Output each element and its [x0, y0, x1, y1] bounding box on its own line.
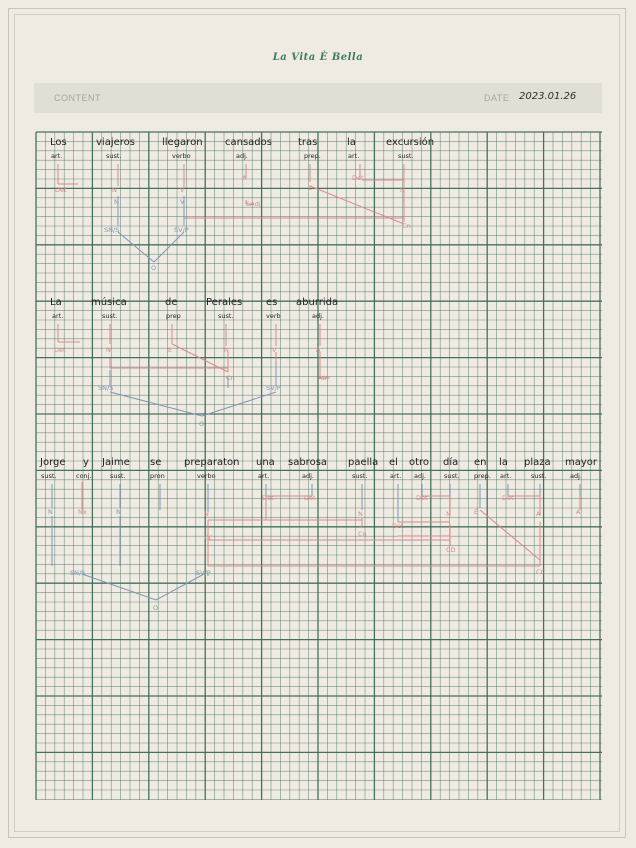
node-label: E	[168, 346, 173, 354]
node-label: V	[272, 346, 277, 354]
pos-tag: adj.	[570, 472, 582, 480]
pos-tag: adj.	[414, 472, 426, 480]
sentence-1-words	[50, 136, 434, 148]
pos-tag: art.	[52, 312, 64, 320]
word: Jorge	[40, 457, 66, 468]
node-label: CD	[446, 546, 456, 554]
node-label: N	[106, 346, 111, 354]
tree-lines	[110, 362, 276, 416]
word: es	[266, 297, 278, 308]
node-label: SN/S	[98, 384, 114, 392]
pos-tag: adj.	[236, 152, 248, 160]
pos-tag: sust.	[218, 312, 234, 320]
word: se	[150, 457, 162, 468]
sentence-2-labels	[54, 346, 328, 428]
date-label: DATE	[484, 93, 510, 103]
pos-tag: sust.	[41, 472, 57, 480]
node-label: Det	[54, 346, 66, 354]
node-label: Det	[304, 494, 316, 502]
node-label: A	[576, 508, 581, 516]
pos-tag: sust.	[352, 472, 368, 480]
word: la	[347, 137, 356, 148]
node-label: CC	[204, 534, 214, 542]
word: día	[443, 457, 459, 468]
word: plaza	[524, 457, 551, 468]
node-label: N	[400, 186, 405, 194]
node-label: A	[242, 174, 247, 182]
node-label: N	[446, 510, 451, 518]
word: excursión	[386, 137, 435, 148]
pos-tag: art.	[51, 152, 63, 160]
word: preparaton	[184, 457, 240, 468]
pos-tag: art.	[390, 472, 402, 480]
sentence-1-pos	[51, 152, 414, 160]
word: llegaron	[162, 137, 203, 148]
pos-tag: art.	[348, 152, 360, 160]
node-label: Cn	[402, 222, 411, 230]
pos-tag: sust.	[102, 312, 118, 320]
phrase-lines	[208, 496, 580, 566]
phrase-lines	[184, 180, 404, 224]
word: viajeros	[96, 137, 135, 148]
pos-tag: adj.	[312, 312, 324, 320]
node-label: V	[180, 186, 185, 194]
word: mayor	[565, 457, 598, 468]
node-label: N	[204, 510, 209, 518]
node-label: SV/P	[174, 226, 189, 234]
pos-tag: sust.	[398, 152, 414, 160]
pos-tag: verbo	[197, 472, 216, 480]
node-label: O	[199, 420, 205, 428]
node-label: Cn	[226, 374, 235, 382]
content-label: CONTENT	[54, 93, 101, 103]
node-label: O	[151, 264, 157, 272]
node-label: Det	[262, 494, 274, 502]
node-label: Atr	[318, 374, 328, 382]
node-label: Det	[416, 494, 428, 502]
word: y	[83, 457, 89, 468]
word: en	[474, 457, 487, 468]
word: otro	[409, 457, 430, 468]
node-label: N	[116, 508, 121, 516]
page-title: La Vita È Bella	[272, 52, 364, 63]
connector-lines	[58, 324, 320, 346]
node-label: CC	[536, 568, 546, 576]
sentence-1	[50, 136, 434, 272]
word: sabrosa	[288, 457, 328, 468]
node-label: O	[153, 604, 159, 612]
sentence-2-words	[50, 296, 338, 308]
word: aburrida	[296, 297, 339, 308]
date-value: 2023.01.26	[519, 91, 577, 102]
word: tras	[298, 137, 318, 148]
node-label: Nx	[78, 508, 87, 516]
node-label: Det	[352, 174, 364, 182]
word: una	[256, 457, 275, 468]
pos-tag: sust.	[444, 472, 460, 480]
word: música	[91, 297, 127, 308]
pos-tag: sust.	[531, 472, 547, 480]
node-label: N	[224, 346, 229, 354]
node-label: N	[48, 508, 53, 516]
node-label: SN/S	[70, 569, 86, 577]
sentence-3-labels	[48, 494, 581, 612]
node-label: Det	[55, 186, 67, 194]
sentence-2-lines	[58, 324, 330, 416]
pos-tag: pron	[150, 472, 165, 480]
node-label: A	[316, 346, 321, 354]
word: la	[499, 457, 508, 468]
pos-tag: prep	[166, 312, 181, 320]
word: cansados	[225, 137, 272, 148]
node-label: Det	[502, 494, 514, 502]
node-label: E	[474, 508, 479, 516]
node-label: SV/P	[266, 384, 281, 392]
pos-tag: art.	[258, 472, 270, 480]
node-label: N	[114, 198, 119, 206]
sentence-3-lines	[52, 482, 580, 600]
word: Los	[50, 137, 67, 148]
node-label: N	[112, 186, 117, 194]
pos-tag: prep.	[304, 152, 321, 160]
word: paella	[348, 457, 379, 468]
pos-tag: sust.	[110, 472, 126, 480]
pos-tag: sust.	[106, 152, 122, 160]
pos-tag: verb	[266, 312, 281, 320]
node-label: SAdj	[246, 200, 261, 208]
connector-lines-blue	[52, 484, 580, 522]
node-label: A	[536, 510, 541, 518]
pos-tag: adj.	[302, 472, 314, 480]
node-label: E	[308, 184, 313, 192]
sentence-3-words	[39, 456, 598, 468]
node-label: Det	[392, 522, 404, 530]
word: Perales	[206, 297, 243, 308]
sentence-2	[50, 296, 338, 428]
word: La	[50, 297, 62, 308]
pos-tag: prep.	[474, 472, 491, 480]
node-label: SV/P	[196, 569, 211, 577]
pos-tag: verbo	[172, 152, 191, 160]
node-label: SN/S	[104, 226, 120, 234]
node-label: Cn	[358, 530, 367, 538]
node-label: N	[358, 510, 363, 518]
node-label: V	[180, 198, 185, 206]
pos-tag: art.	[500, 472, 512, 480]
word: Jaime	[102, 457, 130, 468]
sentence-3-pos	[41, 472, 582, 480]
word: el	[389, 457, 398, 468]
word: de	[165, 297, 178, 308]
pos-tag: conj.	[76, 472, 92, 480]
phrase-lines	[110, 344, 330, 378]
